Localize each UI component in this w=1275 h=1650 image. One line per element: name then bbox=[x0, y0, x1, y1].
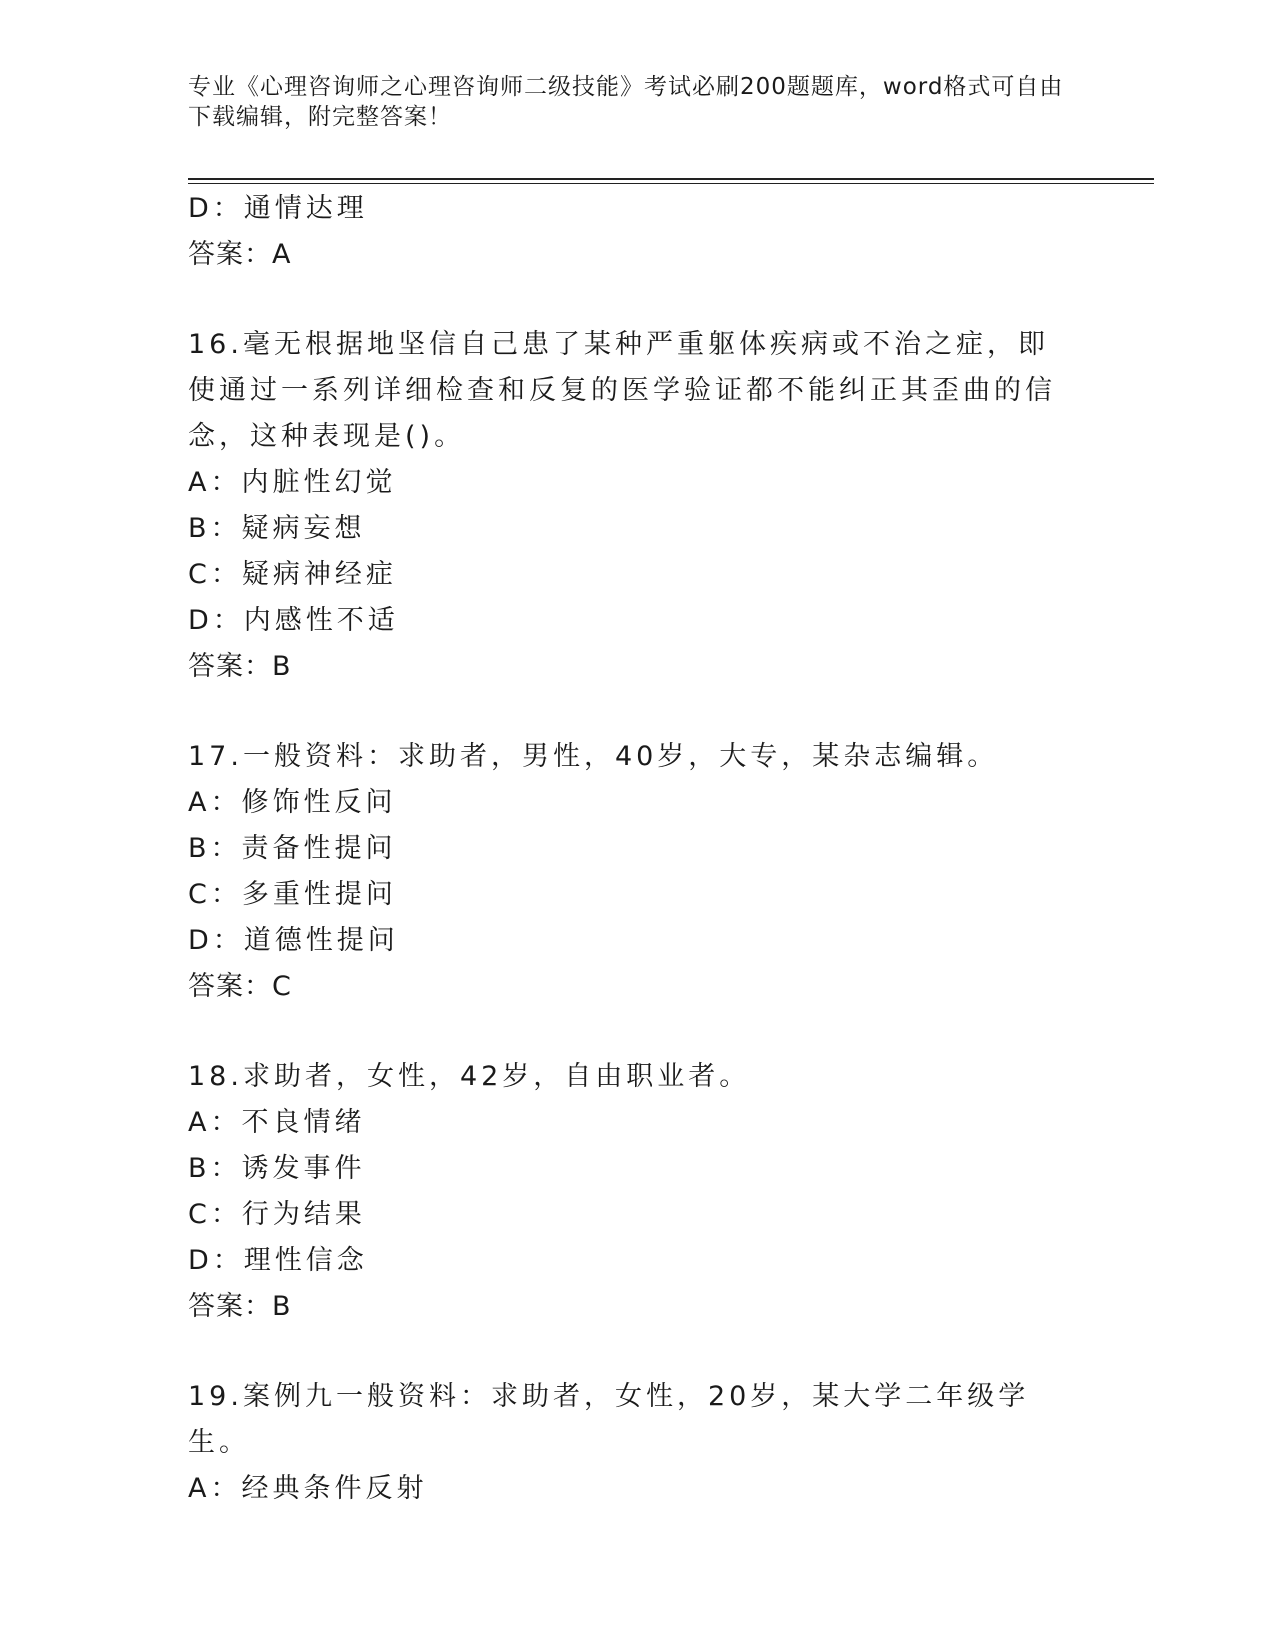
question-15-tail bbox=[188, 186, 1088, 278]
answer-line: 答案：A bbox=[188, 239, 292, 270]
question-stem: 17.一般资料：求助者，男性，40岁，大专，某杂志编辑。 bbox=[188, 741, 999, 772]
option-c: C：行为结果 bbox=[188, 1199, 366, 1230]
header-divider-thick bbox=[188, 178, 1154, 180]
option-d: D：道德性提问 bbox=[188, 925, 399, 956]
option-a: A：修饰性反问 bbox=[188, 787, 397, 818]
question-18 bbox=[188, 1054, 1088, 1330]
question-16 bbox=[188, 322, 1088, 690]
option-d: D：理性信念 bbox=[188, 1245, 368, 1276]
answer-line: 答案：B bbox=[188, 1291, 292, 1322]
option-b: B：责备性提问 bbox=[188, 833, 397, 864]
option-a: A：不良情绪 bbox=[188, 1107, 366, 1138]
question-stem: 16.毫无根据地坚信自己患了某种严重躯体疾病或不治之症，即使通过一系列详细检查和反复的医学验证都不能纠正其歪曲的信念，这种表现是()。 bbox=[188, 329, 1056, 452]
document-header: 专业《心理咨询师之心理咨询师二级技能》考试必刷200题题库，word格式可自由下载编辑，附完整答案！ bbox=[188, 74, 1064, 130]
spacer bbox=[188, 1010, 1088, 1054]
question-list bbox=[188, 186, 1088, 1512]
question-stem: 19.案例九一般资料：求助者，女性，20岁，某大学二年级学生。 bbox=[188, 1381, 1030, 1458]
option-b: B：疑病妄想 bbox=[188, 513, 366, 544]
option-c: C：多重性提问 bbox=[188, 879, 397, 910]
option-a: A：经典条件反射 bbox=[188, 1473, 428, 1504]
option-a: A：内脏性幻觉 bbox=[188, 467, 397, 498]
spacer bbox=[188, 690, 1088, 734]
spacer bbox=[188, 278, 1088, 322]
answer-line: 答案：B bbox=[188, 651, 292, 682]
answer-line: 答案：C bbox=[188, 971, 292, 1002]
spacer bbox=[188, 1330, 1088, 1374]
question-17 bbox=[188, 734, 1088, 1010]
option-b: B：诱发事件 bbox=[188, 1153, 366, 1184]
option-d: D：通情达理 bbox=[188, 193, 368, 224]
option-d: D：内感性不适 bbox=[188, 605, 399, 636]
question-19 bbox=[188, 1374, 1088, 1512]
option-c: C：疑病神经症 bbox=[188, 559, 397, 590]
header-divider-thin bbox=[188, 183, 1154, 184]
question-stem: 18.求助者，女性，42岁，自由职业者。 bbox=[188, 1061, 751, 1092]
